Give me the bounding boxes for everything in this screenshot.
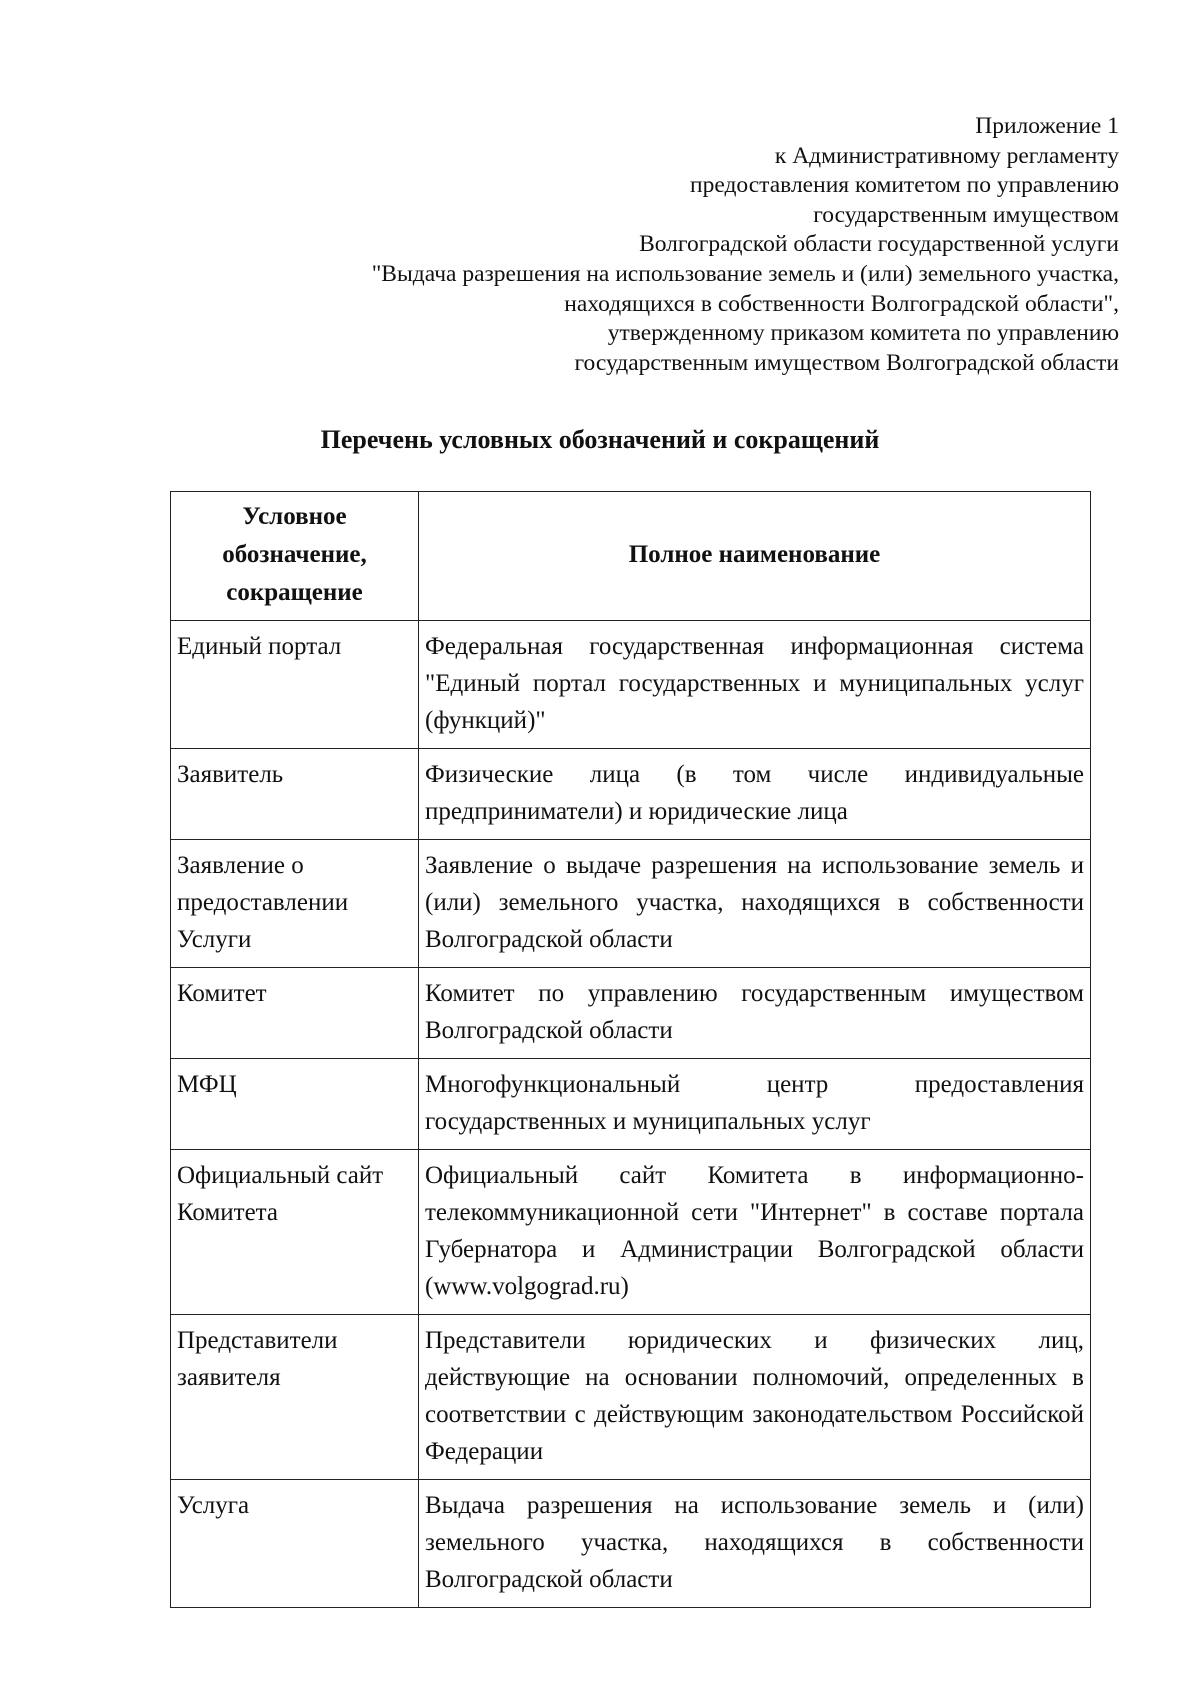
- full-name-cell: Выдача разрешения на использование земель и (или) земельного участка, находящихся в собственности Волгоградской области: [419, 1480, 1091, 1608]
- column-header-term: Условное обозначение, сокращение: [171, 492, 419, 621]
- appendix-line: государственным имуществом: [813, 201, 1119, 228]
- appendix-line: к Административному регламенту: [774, 142, 1119, 169]
- full-name-cell: Представители юридических и физических лиц, действующие на основании полномочий, определенных в соответствии с действующим законодательством Российской Федерации: [419, 1315, 1091, 1480]
- table-row: [171, 1150, 1091, 1315]
- term-cell: Услуга: [171, 1480, 419, 1608]
- appendix-header: [219, 112, 1119, 378]
- column-header-full-name: Полное наименование: [419, 492, 1091, 621]
- term-cell: Представители заявителя: [171, 1315, 419, 1480]
- full-name-cell: Комитет по управлению государственным имуществом Волгоградской области: [419, 968, 1091, 1059]
- abbreviations-table: [170, 491, 1091, 1608]
- term-cell: Комитет: [171, 968, 419, 1059]
- table-row: [171, 968, 1091, 1059]
- full-name-cell: Официальный сайт Комитета в информационно-телекоммуникационной сети "Интернет" в составе портала Губернатора и Администрации Волгоградской области (www.volgograd.ru): [419, 1150, 1091, 1315]
- document-title: Перечень условных обозначений и сокращений: [320, 425, 880, 454]
- term-cell: Официальный сайт Комитета: [171, 1150, 419, 1315]
- full-name-cell: Заявление о выдаче разрешения на использование земель и (или) земельного участка, находящихся в собственности Волгоградской области: [419, 840, 1091, 968]
- appendix-line: находящихся в собственности Волгоградской области",: [564, 290, 1119, 317]
- appendix-line: утвержденному приказом комитета по управлению: [607, 320, 1119, 347]
- full-name-cell: Физические лица (в том числе индивидуальные предприниматели) и юридические лица: [419, 749, 1091, 840]
- table-row: [171, 840, 1091, 968]
- table-row: [171, 1059, 1091, 1150]
- full-name-cell: Федеральная государственная информационная система "Единый портал государственных и муниципальных услуг (функций)": [419, 621, 1091, 749]
- term-cell: МФЦ: [171, 1059, 419, 1150]
- full-name-cell: Многофункциональный центр предоставления государственных и муниципальных услуг: [419, 1059, 1091, 1150]
- table-row: [171, 749, 1091, 840]
- appendix-line: "Выдача разрешения на использование земель и (или) земельного участка,: [371, 260, 1119, 287]
- table-row: [171, 621, 1091, 749]
- appendix-line: предоставления комитетом по управлению: [690, 172, 1119, 199]
- appendix-line: Приложение 1: [975, 113, 1119, 139]
- appendix-line: Волгоградской области государственной услуги: [639, 231, 1119, 258]
- appendix-line: государственным имуществом Волгоградской области: [574, 349, 1119, 376]
- table-row: [171, 1480, 1091, 1608]
- table-row: [171, 1315, 1091, 1480]
- term-cell: Заявление о предоставлении Услуги: [171, 840, 419, 968]
- term-cell: Заявитель: [171, 749, 419, 840]
- term-cell: Единый портал: [171, 621, 419, 749]
- table-header-row: [171, 492, 1091, 621]
